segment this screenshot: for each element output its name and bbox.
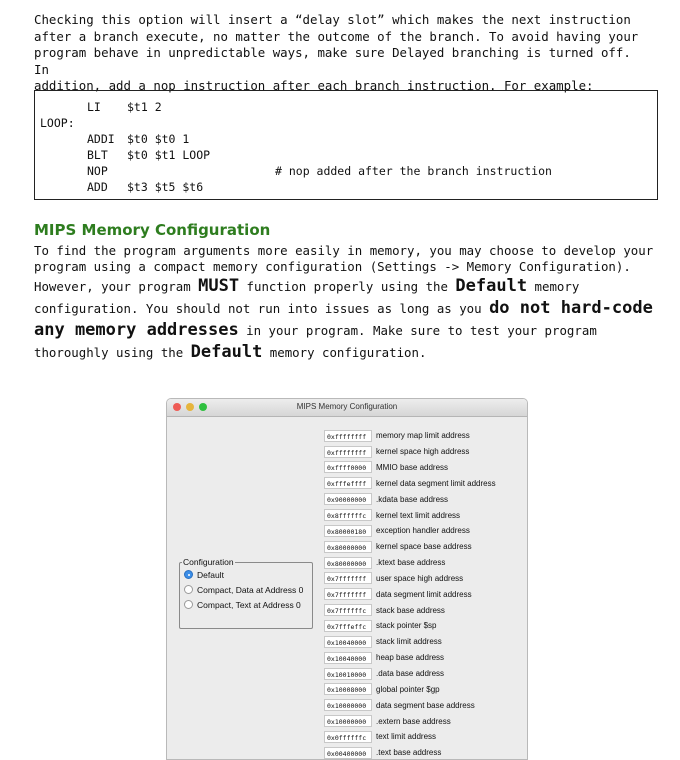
code-op: ADDI bbox=[87, 132, 115, 146]
text: function properly using the bbox=[239, 279, 456, 294]
code-args: $t0 $t1 LOOP bbox=[127, 148, 211, 162]
memory-row bbox=[324, 443, 469, 456]
text: configuration. You should not run into issues as long as you bbox=[34, 301, 490, 316]
memory-address-value: 0x7ffffffc bbox=[324, 604, 372, 616]
memory-row bbox=[324, 538, 472, 551]
memory-address-value: 0x00400000 bbox=[324, 747, 372, 759]
memory-row bbox=[324, 554, 445, 567]
memory-address-label: stack pointer $sp bbox=[376, 621, 437, 631]
text: thoroughly using the bbox=[34, 345, 191, 360]
memory-address-label: kernel space high address bbox=[376, 447, 470, 457]
section-line bbox=[34, 298, 653, 318]
memory-address-label: .ktext base address bbox=[376, 558, 446, 568]
memory-row bbox=[324, 633, 442, 646]
memory-row bbox=[324, 728, 436, 741]
memory-row bbox=[324, 522, 470, 535]
memory-address-label: exception handler address bbox=[376, 526, 470, 536]
memory-address-value: 0x80000000 bbox=[324, 557, 372, 569]
memory-address-value: 0xffffffff bbox=[324, 430, 372, 442]
memory-address-label: kernel data segment limit address bbox=[376, 478, 496, 488]
memory-address-label: kernel text limit address bbox=[376, 510, 461, 520]
memory-address-label: stack base address bbox=[376, 605, 445, 615]
memory-address-value: 0x10010000 bbox=[324, 668, 372, 680]
radio-icon[interactable] bbox=[184, 585, 193, 594]
memory-row bbox=[324, 696, 475, 709]
memory-address-value: 0x10000000 bbox=[324, 715, 372, 727]
memory-row bbox=[324, 506, 460, 519]
code-label: LOOP: bbox=[40, 116, 75, 130]
code-comment: # nop added after the branch instruction bbox=[275, 164, 552, 178]
memory-row bbox=[324, 665, 444, 678]
memory-row bbox=[324, 681, 440, 694]
radio-icon[interactable] bbox=[184, 600, 193, 609]
section-line bbox=[34, 342, 426, 362]
intro-line: after a branch execute, no matter the outcome of the branch. To avoid having your bbox=[34, 28, 639, 44]
code-example-box bbox=[34, 90, 658, 200]
code-args: $t3 $t5 $t6 bbox=[127, 180, 204, 194]
configuration-legend: Configuration bbox=[183, 557, 234, 567]
code-op: LI bbox=[87, 100, 101, 114]
memory-address-label: .data base address bbox=[376, 669, 445, 679]
intro-paragraph bbox=[34, 12, 650, 95]
code-op: BLT bbox=[87, 148, 108, 162]
memory-address-value: 0x90000000 bbox=[324, 493, 372, 505]
code-op: NOP bbox=[87, 164, 108, 178]
memory-address-value: 0x7fffeffc bbox=[324, 620, 372, 632]
emphasis-must: MUST bbox=[198, 276, 240, 296]
memory-row bbox=[324, 744, 441, 757]
intro-line: program behave in unpredictable ways, make sure Delayed branching is turned off. In bbox=[34, 45, 631, 77]
radio-label: Compact, Data at Address 0 bbox=[197, 585, 304, 595]
memory-address-label: kernel space base address bbox=[376, 542, 472, 552]
memory-address-label: .kdata base address bbox=[376, 494, 449, 504]
memory-address-label: memory map limit address bbox=[376, 431, 470, 441]
emphasis-memory-addresses: any memory addresses bbox=[34, 320, 239, 340]
memory-row bbox=[324, 649, 444, 662]
radio-label: Default bbox=[197, 570, 224, 580]
emphasis-default: Default bbox=[190, 342, 263, 362]
memory-address-label: MMIO base address bbox=[376, 462, 449, 472]
intro-line: Checking this option will insert a “delay slot” which makes the next instruction bbox=[34, 12, 631, 27]
text: memory configuration. bbox=[262, 345, 427, 360]
memory-address-label: data segment limit address bbox=[376, 589, 472, 599]
memory-address-value: 0x10000000 bbox=[324, 699, 372, 711]
memory-row bbox=[324, 586, 472, 599]
memory-address-value: 0x7fffffff bbox=[324, 572, 372, 584]
memory-address-label: user space high address bbox=[376, 573, 464, 583]
code-op: ADD bbox=[87, 180, 108, 194]
memory-address-label: text limit address bbox=[376, 732, 437, 742]
memory-address-value: 0x7fffffff bbox=[324, 588, 372, 600]
radio-selected-icon[interactable] bbox=[184, 570, 193, 579]
memory-row bbox=[324, 570, 463, 583]
memory-address-value: 0xffffffff bbox=[324, 446, 372, 458]
section-line bbox=[34, 276, 579, 296]
memory-address-value: 0x8ffffffc bbox=[324, 509, 372, 521]
code-args: $t0 $t0 1 bbox=[127, 132, 190, 146]
memory-address-value: 0x0ffffffc bbox=[324, 731, 372, 743]
memory-address-value: 0xffff0000 bbox=[324, 461, 372, 473]
memory-row bbox=[324, 712, 451, 725]
intro-line: addition, add a nop instruction after each branch instruction. For example: bbox=[34, 78, 594, 93]
radio-label: Compact, Text at Address 0 bbox=[197, 600, 301, 610]
memory-address-label: heap base address bbox=[376, 653, 445, 663]
title-bar bbox=[167, 399, 527, 417]
memory-config-window bbox=[166, 398, 528, 760]
memory-address-label: .text base address bbox=[376, 748, 442, 758]
memory-address-label: global pointer $gp bbox=[376, 684, 440, 694]
text: memory bbox=[527, 279, 580, 294]
memory-row bbox=[324, 490, 448, 503]
configuration-group bbox=[179, 557, 313, 629]
memory-address-value: 0x80000000 bbox=[324, 541, 372, 553]
memory-row bbox=[324, 475, 496, 488]
memory-address-value: 0xfffeffff bbox=[324, 477, 372, 489]
memory-address-value: 0x10008000 bbox=[324, 683, 372, 695]
emphasis-default: Default bbox=[455, 276, 528, 296]
radio-compact-text[interactable] bbox=[184, 600, 301, 612]
emphasis-no-hardcode: do not hard-code bbox=[489, 298, 653, 318]
text: in your program. Make sure to test your program bbox=[238, 323, 597, 338]
code-args: $t1 2 bbox=[127, 100, 162, 114]
memory-address-value: 0x10040000 bbox=[324, 636, 372, 648]
window-title: MIPS Memory Configuration bbox=[296, 402, 398, 411]
radio-default[interactable] bbox=[184, 570, 224, 582]
text: However, your program bbox=[34, 279, 199, 294]
memory-row bbox=[324, 427, 470, 440]
memory-row bbox=[324, 617, 436, 630]
memory-address-value: 0x80000180 bbox=[324, 525, 372, 537]
radio-compact-data[interactable] bbox=[184, 585, 303, 597]
memory-address-label: .extern base address bbox=[376, 716, 451, 726]
memory-row bbox=[324, 601, 445, 614]
section-title: MIPS Memory Configuration bbox=[34, 221, 271, 239]
section-line: program using a compact memory configuration (Settings -> Memory Configuration). bbox=[34, 259, 631, 274]
section-line: To find the program arguments more easily in memory, you may choose to develop your bbox=[34, 243, 654, 258]
memory-address-label: data segment base address bbox=[376, 700, 475, 710]
section-line bbox=[34, 320, 597, 340]
memory-address-label: stack limit address bbox=[376, 637, 442, 647]
memory-row bbox=[324, 459, 448, 472]
memory-address-value: 0x10040000 bbox=[324, 652, 372, 664]
